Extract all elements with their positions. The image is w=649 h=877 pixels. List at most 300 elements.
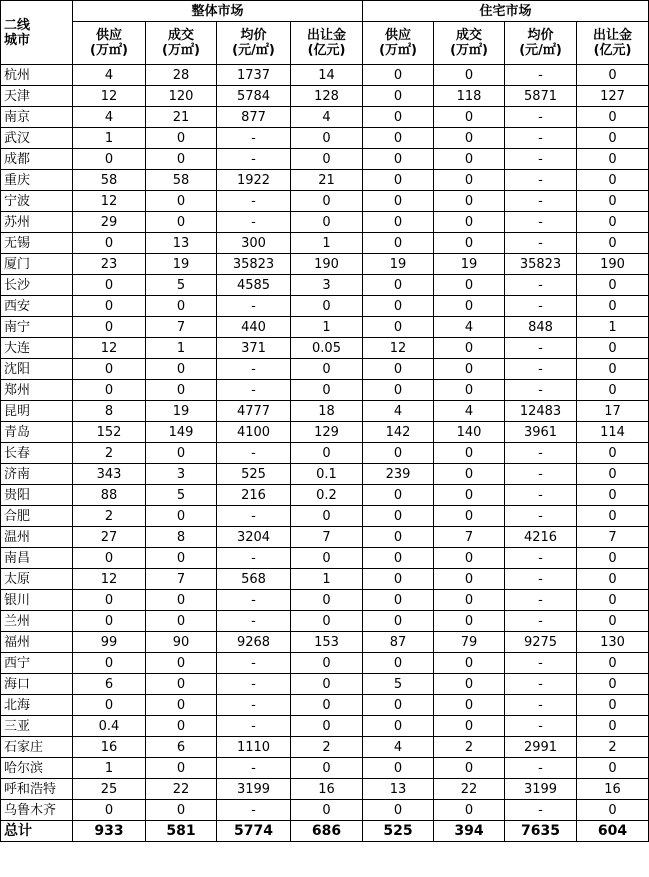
table-cell: 1 [291, 233, 363, 254]
column-header-unit: (万㎡) [379, 43, 417, 58]
table-cell: 0 [434, 485, 505, 506]
table-cell: 0 [577, 590, 649, 611]
table-cell: 0 [363, 569, 434, 590]
table-cell: 0 [73, 275, 146, 296]
table-cell: - [505, 548, 577, 569]
table-cell: 0 [434, 275, 505, 296]
column-header [146, 22, 217, 65]
city-name: 银川 [1, 590, 73, 611]
table-cell: 0 [73, 590, 146, 611]
table-cell: 1 [146, 338, 217, 359]
table-cell: 0 [363, 170, 434, 191]
table-cell: 4 [363, 401, 434, 422]
table-cell: 7 [146, 317, 217, 338]
table-cell: 0.1 [291, 464, 363, 485]
table-cell: 6 [146, 737, 217, 758]
group-header-residential: 住宅市场 [363, 1, 649, 22]
table-cell: 12 [73, 569, 146, 590]
table-cell: 4777 [217, 401, 291, 422]
table-cell: 0 [73, 380, 146, 401]
table-cell: 7 [146, 569, 217, 590]
table-cell: 1 [73, 128, 146, 149]
table-cell: 0 [146, 758, 217, 779]
city-name: 厦门 [1, 254, 73, 275]
table-cell: 2 [73, 506, 146, 527]
table-cell: 0 [577, 128, 649, 149]
table-cell: 0 [146, 128, 217, 149]
city-name: 北海 [1, 695, 73, 716]
column-header-unit: (亿元) [307, 43, 346, 58]
table-cell: - [505, 233, 577, 254]
table-row [1, 548, 649, 569]
table-cell: 394 [434, 821, 505, 842]
table-cell: 9275 [505, 632, 577, 653]
column-header-unit: (元/㎡) [519, 43, 562, 58]
table-row [1, 380, 649, 401]
table-cell: 0 [73, 548, 146, 569]
table-cell: 12 [73, 86, 146, 107]
table-cell: 7 [577, 527, 649, 548]
table-cell: 0 [146, 380, 217, 401]
city-name: 宁波 [1, 191, 73, 212]
city-name: 天津 [1, 86, 73, 107]
table-cell: 27 [73, 527, 146, 548]
table-cell: 0 [577, 569, 649, 590]
table-cell: 0 [363, 380, 434, 401]
city-name: 郑州 [1, 380, 73, 401]
table-cell: 17 [577, 401, 649, 422]
table-cell: 16 [577, 779, 649, 800]
city-name: 昆明 [1, 401, 73, 422]
table-cell: - [217, 212, 291, 233]
table-cell: 0 [291, 443, 363, 464]
table-cell: 7 [434, 527, 505, 548]
city-name: 杭州 [1, 65, 73, 86]
table-cell: 0 [146, 674, 217, 695]
table-row [1, 254, 649, 275]
table-cell: 0 [577, 716, 649, 737]
table-cell: 4 [73, 65, 146, 86]
table-cell: 371 [217, 338, 291, 359]
table-cell: - [217, 695, 291, 716]
city-name: 无锡 [1, 233, 73, 254]
table-cell: 2 [577, 737, 649, 758]
table-row [1, 338, 649, 359]
table-cell: 0 [291, 590, 363, 611]
table-row [1, 275, 649, 296]
table-row [1, 737, 649, 758]
table-cell: 0 [146, 296, 217, 317]
column-header-title: 出让金 [307, 28, 347, 43]
table-cell: 140 [434, 422, 505, 443]
table-cell: - [505, 338, 577, 359]
table-cell: 4 [363, 737, 434, 758]
table-cell: 0 [363, 128, 434, 149]
table-cell: 0 [363, 695, 434, 716]
table-cell: 0 [291, 359, 363, 380]
table-cell: 0 [363, 86, 434, 107]
table-cell: 0 [363, 65, 434, 86]
table-cell: 0 [434, 548, 505, 569]
table-cell: 0 [291, 800, 363, 821]
city-name: 温州 [1, 527, 73, 548]
table-cell: 58 [146, 170, 217, 191]
column-header-title: 供应 [95, 28, 122, 43]
table-cell: 13 [146, 233, 217, 254]
table-cell: 0 [577, 338, 649, 359]
table-cell: 0 [363, 611, 434, 632]
table-cell: - [217, 380, 291, 401]
table-cell: 7 [291, 527, 363, 548]
table-cell: 0 [146, 149, 217, 170]
table-cell: 4216 [505, 527, 577, 548]
table-row [1, 590, 649, 611]
table-cell: 0 [363, 107, 434, 128]
table-cell: - [217, 191, 291, 212]
table-cell: 0 [146, 212, 217, 233]
table-cell: 0 [73, 695, 146, 716]
table-cell: 0 [291, 506, 363, 527]
city-name: 乌鲁木齐 [1, 800, 73, 821]
table-cell: 0 [291, 695, 363, 716]
table-cell: - [217, 506, 291, 527]
table-cell: 877 [217, 107, 291, 128]
table-row [1, 191, 649, 212]
table-cell: 0 [577, 380, 649, 401]
table-row [1, 86, 649, 107]
table-cell: - [217, 548, 291, 569]
table-cell: 19 [434, 254, 505, 275]
table-cell: 0 [291, 674, 363, 695]
table-cell: 0 [577, 653, 649, 674]
total-row [1, 821, 649, 842]
table-cell: 12 [363, 338, 434, 359]
corner-header [1, 1, 73, 65]
table-cell: 0 [291, 212, 363, 233]
table-cell: 3199 [505, 779, 577, 800]
table-cell: - [505, 275, 577, 296]
table-cell: 0 [577, 695, 649, 716]
header-row-groups [1, 1, 649, 22]
table-cell: 29 [73, 212, 146, 233]
table-row [1, 800, 649, 821]
table-cell: 0 [434, 380, 505, 401]
table-cell: 0 [291, 548, 363, 569]
table-cell: 0 [577, 464, 649, 485]
table-cell: - [505, 443, 577, 464]
table-cell: 0 [434, 695, 505, 716]
city-name: 成都 [1, 149, 73, 170]
table-cell: 0 [363, 548, 434, 569]
table-cell: 88 [73, 485, 146, 506]
table-cell: 8 [146, 527, 217, 548]
table-cell: 0 [434, 296, 505, 317]
table-cell: 0 [577, 674, 649, 695]
table-cell: 22 [434, 779, 505, 800]
table-cell: 0 [363, 485, 434, 506]
table-cell: 0 [73, 653, 146, 674]
table-cell: 12 [73, 191, 146, 212]
table-cell: - [217, 296, 291, 317]
table-cell: 3 [291, 275, 363, 296]
table-cell: 5784 [217, 86, 291, 107]
table-cell: 190 [577, 254, 649, 275]
table-row [1, 506, 649, 527]
table-cell: 0 [434, 191, 505, 212]
table-cell: 0.2 [291, 485, 363, 506]
table-cell: 0 [434, 758, 505, 779]
table-body [1, 65, 649, 842]
column-header [577, 22, 649, 65]
table-cell: 1737 [217, 65, 291, 86]
corner-header-line1: 二线 [4, 17, 31, 33]
table-cell: 0 [434, 716, 505, 737]
table-row [1, 653, 649, 674]
table-cell: 120 [146, 86, 217, 107]
city-name: 苏州 [1, 212, 73, 233]
table-cell: 0 [146, 506, 217, 527]
table-cell: 686 [291, 821, 363, 842]
table-cell: 0 [434, 464, 505, 485]
table-cell: 0 [577, 275, 649, 296]
table-cell: 3199 [217, 779, 291, 800]
table-row [1, 611, 649, 632]
table-cell: 1 [291, 317, 363, 338]
column-header [505, 22, 577, 65]
table-cell: 0 [363, 758, 434, 779]
table-cell: - [217, 611, 291, 632]
table-cell: 0 [291, 296, 363, 317]
column-header-unit: (万㎡) [90, 43, 128, 58]
table-row [1, 716, 649, 737]
table-cell: 7635 [505, 821, 577, 842]
city-name: 济南 [1, 464, 73, 485]
table-cell: 130 [577, 632, 649, 653]
table-cell: 142 [363, 422, 434, 443]
table-cell: 1 [291, 569, 363, 590]
table-cell: 604 [577, 821, 649, 842]
table-cell: 0 [146, 653, 217, 674]
table-cell: 0 [363, 506, 434, 527]
city-name: 西宁 [1, 653, 73, 674]
city-name: 沈阳 [1, 359, 73, 380]
table-cell: - [505, 128, 577, 149]
table-cell: 0 [577, 233, 649, 254]
table-cell: 127 [577, 86, 649, 107]
table-cell: 23 [73, 254, 146, 275]
table-cell: 0 [434, 800, 505, 821]
table-cell: 0 [363, 149, 434, 170]
table-cell: 0 [577, 149, 649, 170]
table-row [1, 485, 649, 506]
table-row [1, 65, 649, 86]
table-row [1, 296, 649, 317]
table-cell: 0 [363, 527, 434, 548]
table-cell: 0 [434, 569, 505, 590]
table-cell: 216 [217, 485, 291, 506]
table-cell: - [217, 674, 291, 695]
table-row [1, 527, 649, 548]
column-header-unit: (亿元) [593, 43, 632, 58]
table-cell: 0 [146, 800, 217, 821]
table-cell: 440 [217, 317, 291, 338]
table-row [1, 233, 649, 254]
table-cell: 0 [577, 170, 649, 191]
table-cell: 0 [146, 548, 217, 569]
total-label: 总计 [1, 821, 73, 842]
table-row [1, 758, 649, 779]
table-cell: 0 [577, 443, 649, 464]
table-cell: 0 [577, 758, 649, 779]
table-cell: - [217, 800, 291, 821]
table-cell: 22 [146, 779, 217, 800]
table-cell: 4100 [217, 422, 291, 443]
column-header [73, 22, 146, 65]
table-cell: 8 [73, 401, 146, 422]
table-cell: 0 [291, 149, 363, 170]
table-cell: 58 [73, 170, 146, 191]
column-header-title: 均价 [240, 28, 267, 43]
table-cell: - [505, 464, 577, 485]
city-name: 南京 [1, 107, 73, 128]
table-row [1, 443, 649, 464]
table-cell: 18 [291, 401, 363, 422]
table-cell: 0 [146, 695, 217, 716]
column-header-title: 供应 [385, 28, 412, 43]
table-cell: 12483 [505, 401, 577, 422]
city-name: 青岛 [1, 422, 73, 443]
table-cell: 153 [291, 632, 363, 653]
table-cell: 190 [291, 254, 363, 275]
city-name: 合肥 [1, 506, 73, 527]
table-cell: 12 [73, 338, 146, 359]
table-cell: - [505, 191, 577, 212]
city-name: 哈尔滨 [1, 758, 73, 779]
table-cell: 239 [363, 464, 434, 485]
column-header-unit: (万㎡) [162, 43, 200, 58]
table-cell: 152 [73, 422, 146, 443]
table-cell: - [505, 716, 577, 737]
table-cell: 0 [363, 212, 434, 233]
table-cell: 19 [363, 254, 434, 275]
table-cell: 149 [146, 422, 217, 443]
table-cell: 0 [434, 506, 505, 527]
table-cell: - [505, 107, 577, 128]
table-row [1, 359, 649, 380]
table-cell: 0 [146, 191, 217, 212]
table-cell: - [505, 506, 577, 527]
table-cell: 6 [73, 674, 146, 695]
table-cell: 0 [363, 800, 434, 821]
table-cell: 0 [434, 65, 505, 86]
table-cell: 0 [434, 170, 505, 191]
table-cell: 2 [73, 443, 146, 464]
city-name: 长沙 [1, 275, 73, 296]
table-cell: 35823 [217, 254, 291, 275]
table-cell: 933 [73, 821, 146, 842]
table-cell: 4 [434, 401, 505, 422]
table-cell: - [505, 485, 577, 506]
table-row [1, 632, 649, 653]
table-cell: 3961 [505, 422, 577, 443]
table-cell: 0 [291, 128, 363, 149]
table-cell: 5 [363, 674, 434, 695]
table-cell: 118 [434, 86, 505, 107]
table-cell: 0 [434, 611, 505, 632]
corner-header-line2: 城市 [4, 32, 31, 48]
table-cell: 0 [434, 359, 505, 380]
table-cell: 16 [291, 779, 363, 800]
table-cell: 0 [291, 611, 363, 632]
table-cell: 568 [217, 569, 291, 590]
table-cell: 0 [73, 359, 146, 380]
table-cell: 0.05 [291, 338, 363, 359]
table-cell: 343 [73, 464, 146, 485]
table-cell: 2991 [505, 737, 577, 758]
table-cell: 4 [291, 107, 363, 128]
table-cell: 79 [434, 632, 505, 653]
table-cell: 129 [291, 422, 363, 443]
table-cell: 0 [363, 275, 434, 296]
table-cell: 0 [73, 800, 146, 821]
table-cell: 0 [73, 611, 146, 632]
column-header [217, 22, 291, 65]
table-cell: 581 [146, 821, 217, 842]
table-cell: 1 [73, 758, 146, 779]
table-row [1, 128, 649, 149]
table-cell: 0 [577, 359, 649, 380]
table-cell: - [505, 65, 577, 86]
table-row [1, 170, 649, 191]
table-cell: 0 [146, 716, 217, 737]
table-cell: 3 [146, 464, 217, 485]
city-name: 兰州 [1, 611, 73, 632]
table-cell: 0 [577, 296, 649, 317]
table-cell: - [505, 758, 577, 779]
table-cell: - [505, 590, 577, 611]
table-cell: 0 [291, 716, 363, 737]
table-cell: 0 [434, 443, 505, 464]
table-cell: - [505, 695, 577, 716]
table-row [1, 695, 649, 716]
table-cell: 0 [363, 653, 434, 674]
table-cell: 0 [577, 485, 649, 506]
table-cell: 0 [73, 233, 146, 254]
table-cell: 0 [434, 233, 505, 254]
table-cell: 87 [363, 632, 434, 653]
table-cell: 19 [146, 254, 217, 275]
table-cell: 13 [363, 779, 434, 800]
table-cell: 0 [146, 443, 217, 464]
table-cell: - [217, 443, 291, 464]
table-cell: 35823 [505, 254, 577, 275]
table-cell: 0 [434, 674, 505, 695]
table-cell: 0 [363, 716, 434, 737]
table-cell: 114 [577, 422, 649, 443]
table-cell: 4585 [217, 275, 291, 296]
table-cell: 14 [291, 65, 363, 86]
table-cell: 0 [434, 653, 505, 674]
table-cell: 0 [434, 107, 505, 128]
table-cell: 300 [217, 233, 291, 254]
city-name: 大连 [1, 338, 73, 359]
table-cell: 0 [577, 611, 649, 632]
table-cell: 0 [73, 317, 146, 338]
table-cell: 0 [363, 296, 434, 317]
table-cell: - [217, 149, 291, 170]
table-cell: 0 [434, 590, 505, 611]
column-header-title: 出让金 [593, 28, 633, 43]
